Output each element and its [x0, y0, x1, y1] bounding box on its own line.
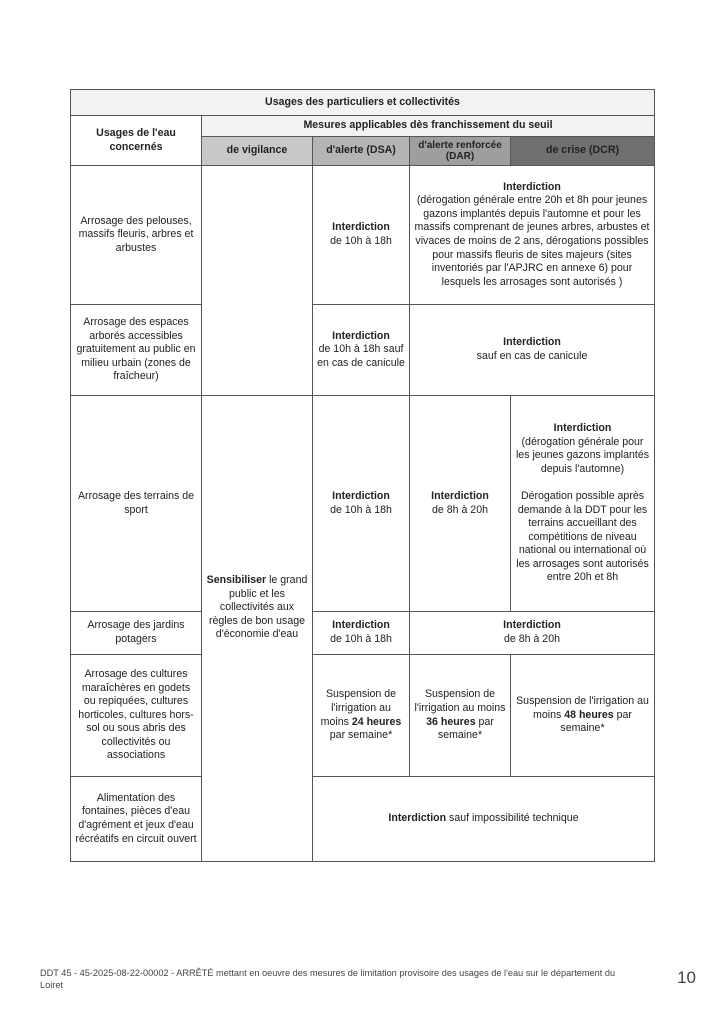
vigilance-empty-cell: [202, 166, 313, 396]
dcr-post: par semaine*: [560, 708, 632, 735]
dar-text: de 8h à 20h: [432, 503, 488, 516]
dar-bold: Interdiction: [431, 489, 489, 502]
usage-cell: Alimentation des fontaines, pièces d'eau d'agrément et jeux d'eau récréatifs en circuit ouvert: [71, 777, 202, 862]
table-row: [71, 777, 655, 862]
dsa-cell: [313, 166, 410, 305]
dsa-cell: [313, 612, 410, 655]
dar-dcr-bold: Interdiction: [503, 336, 561, 349]
dcr-text-1: (dérogation générale pour les jeunes gazons implantés depuis l'automne): [515, 435, 650, 475]
dar-dcr-cell: [410, 612, 655, 655]
dcr-bold: 48 heures: [564, 708, 614, 721]
dsa-pre: Suspension de l'irrigation au moins: [320, 688, 397, 728]
dcr-pre: Suspension de l'irrigation au moins: [516, 695, 649, 721]
vigilance-bold: Sensibiliser: [206, 574, 267, 586]
dcr-cell: [511, 396, 655, 612]
usage-cell: Arrosage des cultures maraîchères en godets ou repiquées, cultures horticoles, cultures hors-sol ou sous abris des collectivités ou associations: [71, 655, 202, 777]
dsa-dcr-text: sauf impossibilité technique: [446, 812, 579, 825]
dsa-dcr-cell: [313, 777, 655, 862]
level-dsa-header: d'alerte (DSA): [313, 137, 410, 166]
dcr-cell: [511, 655, 655, 777]
dar-pre: Suspension de l'irrigation au moins: [414, 688, 506, 714]
level-dcr-header: de crise (DCR): [511, 137, 655, 166]
usage-column-header: Usages de l'eau concernés: [71, 116, 202, 166]
dsa-text: de 10h à 18h: [330, 503, 392, 516]
dar-dcr-text: (dérogation générale entre 20h et 8h pour jeunes gazons implantés depuis l'automne et pour les massifs comprenant de jeunes arbres, arbustes et vivaces de moins de 2 ans, dérogations possibles pour massifs fleuris de sites majeurs (sites inventoriés par l'APJRC en annexe 6) pour lesquels les arrosages sont autorisés ): [414, 194, 650, 288]
vigilance-text: le grand public et les collectivités aux règles de bon usage d'économie d'eau: [208, 574, 308, 641]
vigilance-cell: [202, 396, 313, 862]
page-number: 10: [677, 968, 696, 987]
usage-cell: Arrosage des terrains de sport: [71, 396, 202, 612]
dsa-dcr-bold: Interdiction: [388, 812, 447, 825]
dar-dcr-cell: [410, 166, 655, 305]
table-row: [71, 655, 655, 777]
usage-restrictions-table: [70, 89, 655, 862]
dsa-cell: [313, 305, 410, 396]
dar-bold: 36 heures: [426, 715, 476, 728]
table-title-row: [71, 90, 655, 116]
table-row: [71, 166, 655, 305]
dsa-text: de 10h à 18h sauf en cas de canicule: [317, 343, 405, 369]
level-dar-header: d'alerte renforcée (DAR): [410, 137, 511, 166]
table-row: [71, 612, 655, 655]
usage-cell: Arrosage des jardins potagers: [71, 612, 202, 655]
dsa-bold: Interdiction: [332, 329, 390, 342]
header-row-1: [71, 116, 655, 137]
dsa-bold: 24 heures: [351, 715, 402, 728]
dar-cell: [410, 396, 511, 612]
usage-cell: Arrosage des espaces arborés accessibles gratuitement au public en milieu urbain (zones de fraîcheur): [71, 305, 202, 396]
level-vigilance-header: de vigilance: [202, 137, 313, 166]
dar-post: par semaine*: [437, 715, 494, 742]
dcr-text-2: Dérogation possible après demande à la DDT pour les terrains accueillant des compétitions de niveau national ou international où les arrosages sont autorisés entre 20h et 8h: [516, 489, 649, 584]
dsa-text: de 10h à 18h: [330, 633, 392, 645]
dsa-bold: Interdiction: [332, 619, 390, 632]
table-row: [71, 396, 655, 612]
dar-dcr-text: de 8h à 20h: [504, 633, 560, 645]
dsa-bold: Interdiction: [332, 489, 390, 502]
table-title: Usages des particuliers et collectivités: [71, 90, 655, 116]
dsa-text: de 10h à 18h: [330, 235, 392, 247]
dar-dcr-text: sauf en cas de canicule: [476, 350, 588, 362]
dsa-post: par semaine*: [329, 729, 393, 742]
dar-dcr-bold: Interdiction: [503, 619, 561, 632]
mesures-header: Mesures applicables dès franchissement du seuil: [202, 116, 655, 137]
dar-cell: [410, 655, 511, 777]
dar-dcr-cell: [410, 305, 655, 396]
dsa-cell: [313, 655, 410, 777]
dar-dcr-bold: Interdiction: [503, 180, 561, 193]
dsa-bold: Interdiction: [332, 221, 390, 234]
dcr-bold: Interdiction: [553, 422, 612, 435]
page-footer: DDT 45 - 45-2025-08-22-00002 - ARRÊTÉ mettant en oeuvre des mesures de limitation provisoire des usages de l'eau sur le département du Loiret: [40, 968, 616, 990]
usage-cell: Arrosage des pelouses, massifs fleuris, arbres et arbustes: [71, 166, 202, 305]
table-row: [71, 305, 655, 396]
dsa-cell: [313, 396, 410, 612]
